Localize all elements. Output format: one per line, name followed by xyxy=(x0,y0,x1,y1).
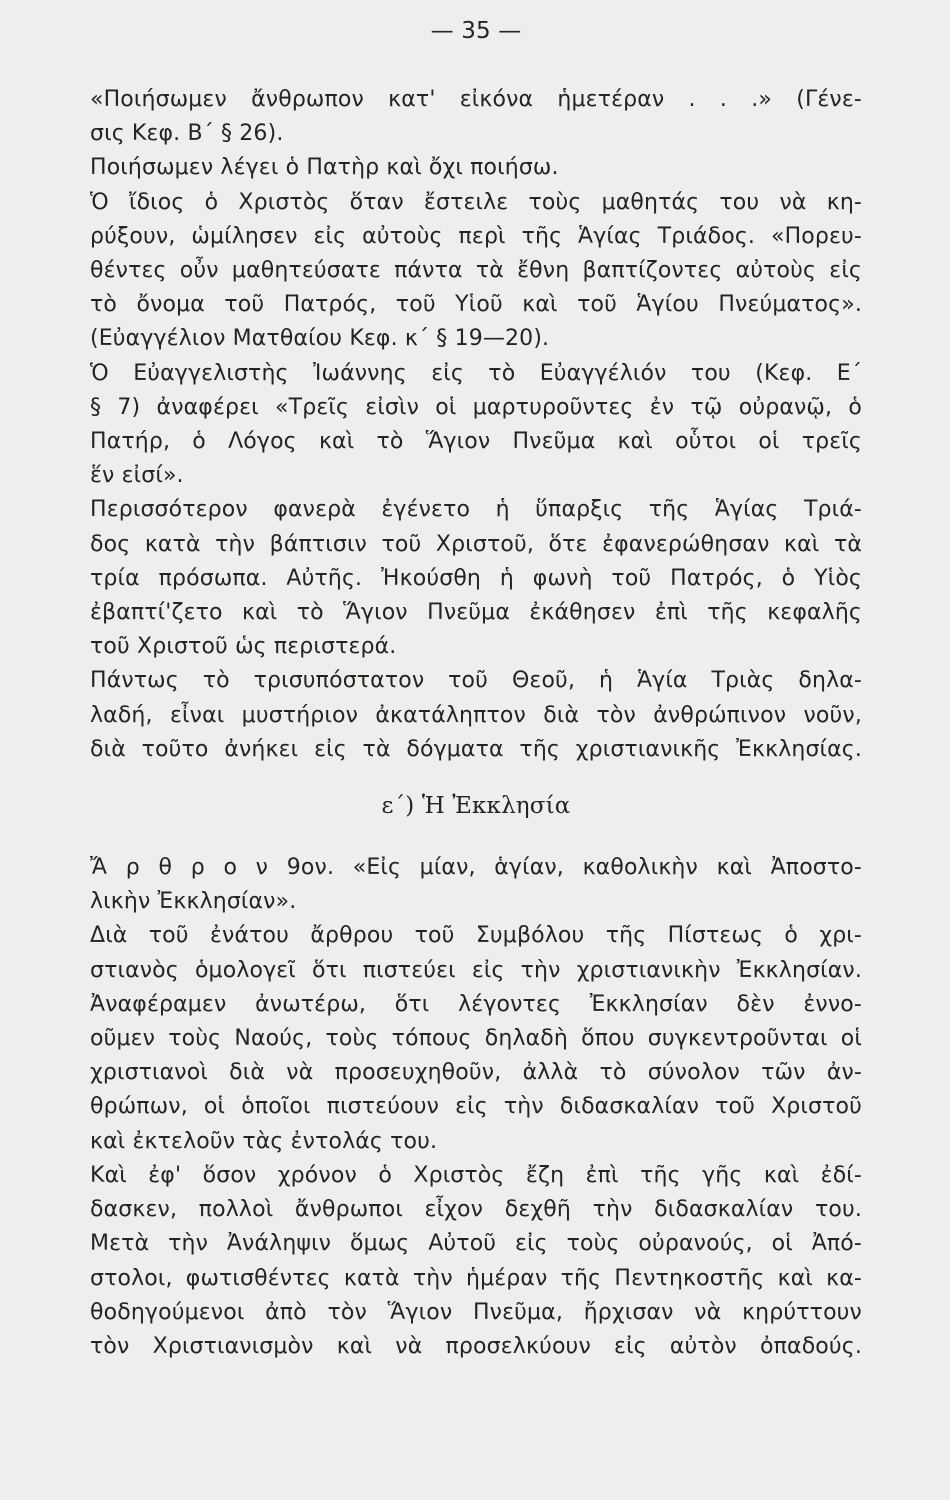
text-line: Πατήρ, ὁ Λόγος καὶ τὸ Ἅγιον Πνεῦμα καὶ οὗτοι οἱ τρεῖς xyxy=(90,429,862,455)
text-line: Ὁ Εὐαγγελιστὴς Ἰωάννης εἰς τὸ Εὐαγγέλιόν του (Κεφ. Ε΄ xyxy=(90,360,862,386)
text-line: Ἄ ρ θ ρ ο ν 9ον. «Εἰς μίαν, ἁγίαν, καθολικὴν καὶ Ἀποστο- xyxy=(90,855,862,881)
text-line: θέντες οὖν μαθητεύσατε πάντα τὰ ἔθνη βαπτίζοντες αὐτοὺς εἰς xyxy=(90,258,862,284)
text-line: λαδή, εἶναι μυστήριον ἀκατάληπτον διὰ τὸν ἀνθρώπινον νοῦν, xyxy=(90,702,862,728)
text-line: τοῦ Χριστοῦ ὡς περιστερά. xyxy=(90,634,397,660)
text-line: Καὶ ἐφ' ὅσον χρόνον ὁ Χριστὸς ἔζη ἐπὶ τῆς γῆς καὶ ἐδί- xyxy=(90,1162,862,1188)
text-line: ἐβαπτί'ζετο καὶ τὸ Ἅγιον Πνεῦμα ἐκάθησεν ἐπὶ τῆς κεφαλῆς xyxy=(90,600,862,626)
text-line: Περισσότερον φανερὰ ἐγένετο ἡ ὕπαρξις τῆς Ἁγίας Τριά- xyxy=(90,497,862,523)
text-line: Μετὰ τὴν Ἀνάληψιν ὅμως Αὐτοῦ εἰς τοὺς οὐρανούς, οἱ Ἀπό- xyxy=(90,1231,862,1257)
text-line: Ὁ ἴδιος ὁ Χριστὸς ὅταν ἔστειλε τοὺς μαθητάς του νὰ κη- xyxy=(90,189,862,215)
text-line: θοδηγούμενοι ἀπὸ τὸν Ἅγιον Πνεῦμα, ἤρχισαν νὰ κηρύττουν xyxy=(90,1299,862,1325)
text-line: οῦμεν τοὺς Ναούς, τοὺς τόπους δηλαδὴ ὅπου συγκεντροῦνται οἱ xyxy=(90,1026,862,1052)
text-line: θρώπων, οἱ ὁποῖοι πιστεύουν εἰς τὴν διδασκαλίαν τοῦ Χριστοῦ xyxy=(90,1094,862,1120)
text-line: τρία πρόσωπα. Αὐτῆς. Ἠκούσθη ἡ φωνὴ τοῦ Πατρός, ὁ Υἱὸς xyxy=(90,565,862,591)
text-line: § 7) ἀναφέρει «Τρεῖς εἰσὶν οἱ μαρτυροῦντες ἐν τῷ οὐρανῷ, ὁ xyxy=(90,394,862,420)
text-line: χριστιανοὶ διὰ νὰ προσευχηθοῦν, ἀλλὰ τὸ σύνολον τῶν ἀν- xyxy=(90,1060,862,1086)
text-line: τὸ ὄνομα τοῦ Πατρός, τοῦ Υἱοῦ καὶ τοῦ Ἁγίου Πνεύματος». xyxy=(90,292,862,318)
text-line: Πάντως τὸ τρισυπόστατον τοῦ Θεοῦ, ἡ Ἁγία Τριὰς δηλα- xyxy=(90,668,862,694)
text-block-1 xyxy=(90,83,862,767)
page-number: — 35 — xyxy=(430,18,522,44)
text-line: Διὰ τοῦ ἐνάτου ἄρθρου τοῦ Συμβόλου τῆς Πίστεως ὁ χρι- xyxy=(90,923,862,949)
text-line: ρύξουν, ὡμίλησεν εἰς αὐτοὺς περὶ τῆς Ἁγίας Τριάδος. «Πορευ- xyxy=(90,223,862,249)
text-block-2 xyxy=(90,851,862,1364)
text-line: ἕν εἰσί». xyxy=(90,463,184,489)
text-line: δος κατὰ τὴν βάπτισιν τοῦ Χριστοῦ, ὅτε ἐφανερώθησαν καὶ τὰ xyxy=(90,531,862,557)
section-heading: ε΄) Ἡ Ἐκκλησία xyxy=(381,793,571,820)
text-line: τὸν Χριστιανισμὸν καὶ νὰ προσελκύουν εἰς αὐτὸν ὀπαδούς. xyxy=(90,1333,862,1359)
text-line: Ἀναφέραμεν ἀνωτέρω, ὅτι λέγοντες Ἐκκλησίαν δὲν ἐννο- xyxy=(90,991,862,1017)
text-line: στιανὸς ὁμολογεῖ ὅτι πιστεύει εἰς τὴν χριστιανικὴν Ἐκκλησίαν. xyxy=(90,957,862,983)
text-line: δασκεν, πολλοὶ ἄνθρωποι εἶχον δεχθῆ τὴν διδασκαλίαν του. xyxy=(90,1197,862,1223)
text-line: «Ποιήσωμεν ἄνθρωπον κατ' εἰκόνα ἡμετέραν . . .» (Γένε- xyxy=(90,87,862,112)
text-line: καὶ ἐκτελοῦν τὰς ἐντολάς του. xyxy=(90,1128,438,1154)
text-line: σις Κεφ. Β΄ § 26). xyxy=(90,121,284,147)
text-line: (Εὐαγγέλιον Ματθαίου Κεφ. κ΄ § 19—20). xyxy=(90,326,550,352)
text-line: στολοι, φωτισθέντες κατὰ τὴν ἡμέραν τῆς Πεντηκοστῆς καὶ κα- xyxy=(90,1265,862,1291)
text-line: διὰ τοῦτο ἀνήκει εἰς τὰ δόγματα τῆς χριστιανικῆς Ἐκκλησίας. xyxy=(90,736,862,762)
text-line: λικὴν Ἐκκλησίαν». xyxy=(90,889,297,915)
text-line: Ποιήσωμεν λέγει ὁ Πατὴρ καὶ ὄχι ποιήσω. xyxy=(90,155,559,181)
